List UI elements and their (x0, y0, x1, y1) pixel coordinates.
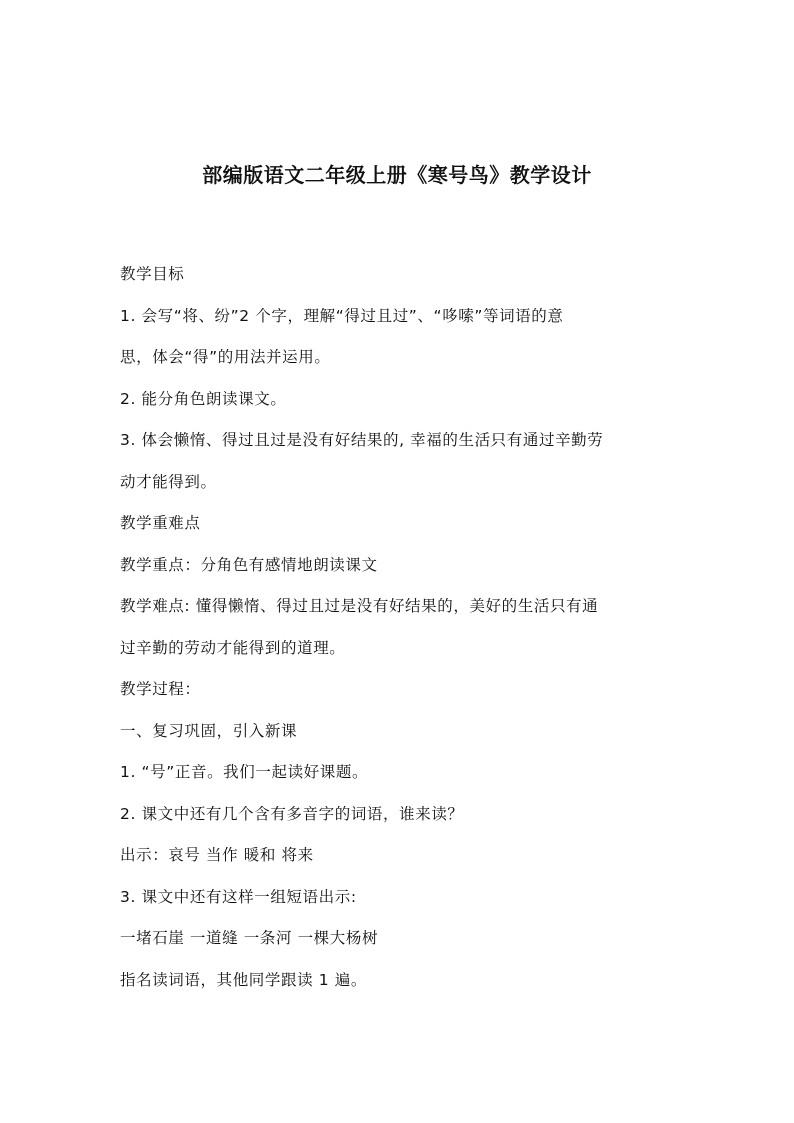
difficult-point-line-1: 教学难点: 懂得懒惰、得过且过是没有好结果的，美好的生活只有通 (120, 597, 599, 615)
process-phrases: 一堵石崖 一道缝 一条河 一棵大杨树 (120, 929, 379, 947)
process-item-1: 1. “号”正音。我们一起读好课题。 (120, 763, 369, 781)
document-body (120, 254, 680, 1001)
objective-1-line-1: 1. 会写“将、纷”2 个字，理解“得过且过”、“哆嗦”等词语的意 (120, 306, 564, 325)
document-title: 部编版语文二年级上册《寒号鸟》教学设计 (202, 163, 592, 187)
section-heading-process: 教学过程： (120, 680, 201, 698)
process-reading-note: 指名读词语，其他同学跟读 1 遍。 (120, 970, 367, 989)
process-display-words: 出示：哀号 当作 暖和 将来 (120, 846, 314, 864)
objective-3-line-2: 动才能得到。 (120, 472, 217, 491)
objective-3-line-1: 3. 体会懒惰、得过且过是没有好结果的, 幸福的生活只有通过辛勤劳 (120, 431, 604, 449)
objective-2: 2. 能分角色朗读课文。 (120, 389, 287, 408)
process-step-heading-1: 一、复习巩固，引入新课 (120, 721, 298, 740)
objective-1-line-2: 思，体会“得”的用法并运用。 (120, 348, 331, 366)
key-point: 教学重点：分角色有感情地朗读课文 (120, 555, 378, 574)
difficult-point-line-2: 过辛勤的劳动才能得到的道理。 (120, 638, 346, 657)
section-heading-objectives: 教学目标 (120, 265, 185, 283)
process-item-2: 2. 课文中还有几个含有多音字的词语，谁来读？ (120, 804, 464, 823)
process-item-3: 3. 课文中还有这样一组短语出示: (120, 887, 357, 906)
section-heading-key-points: 教学重难点 (120, 514, 201, 532)
